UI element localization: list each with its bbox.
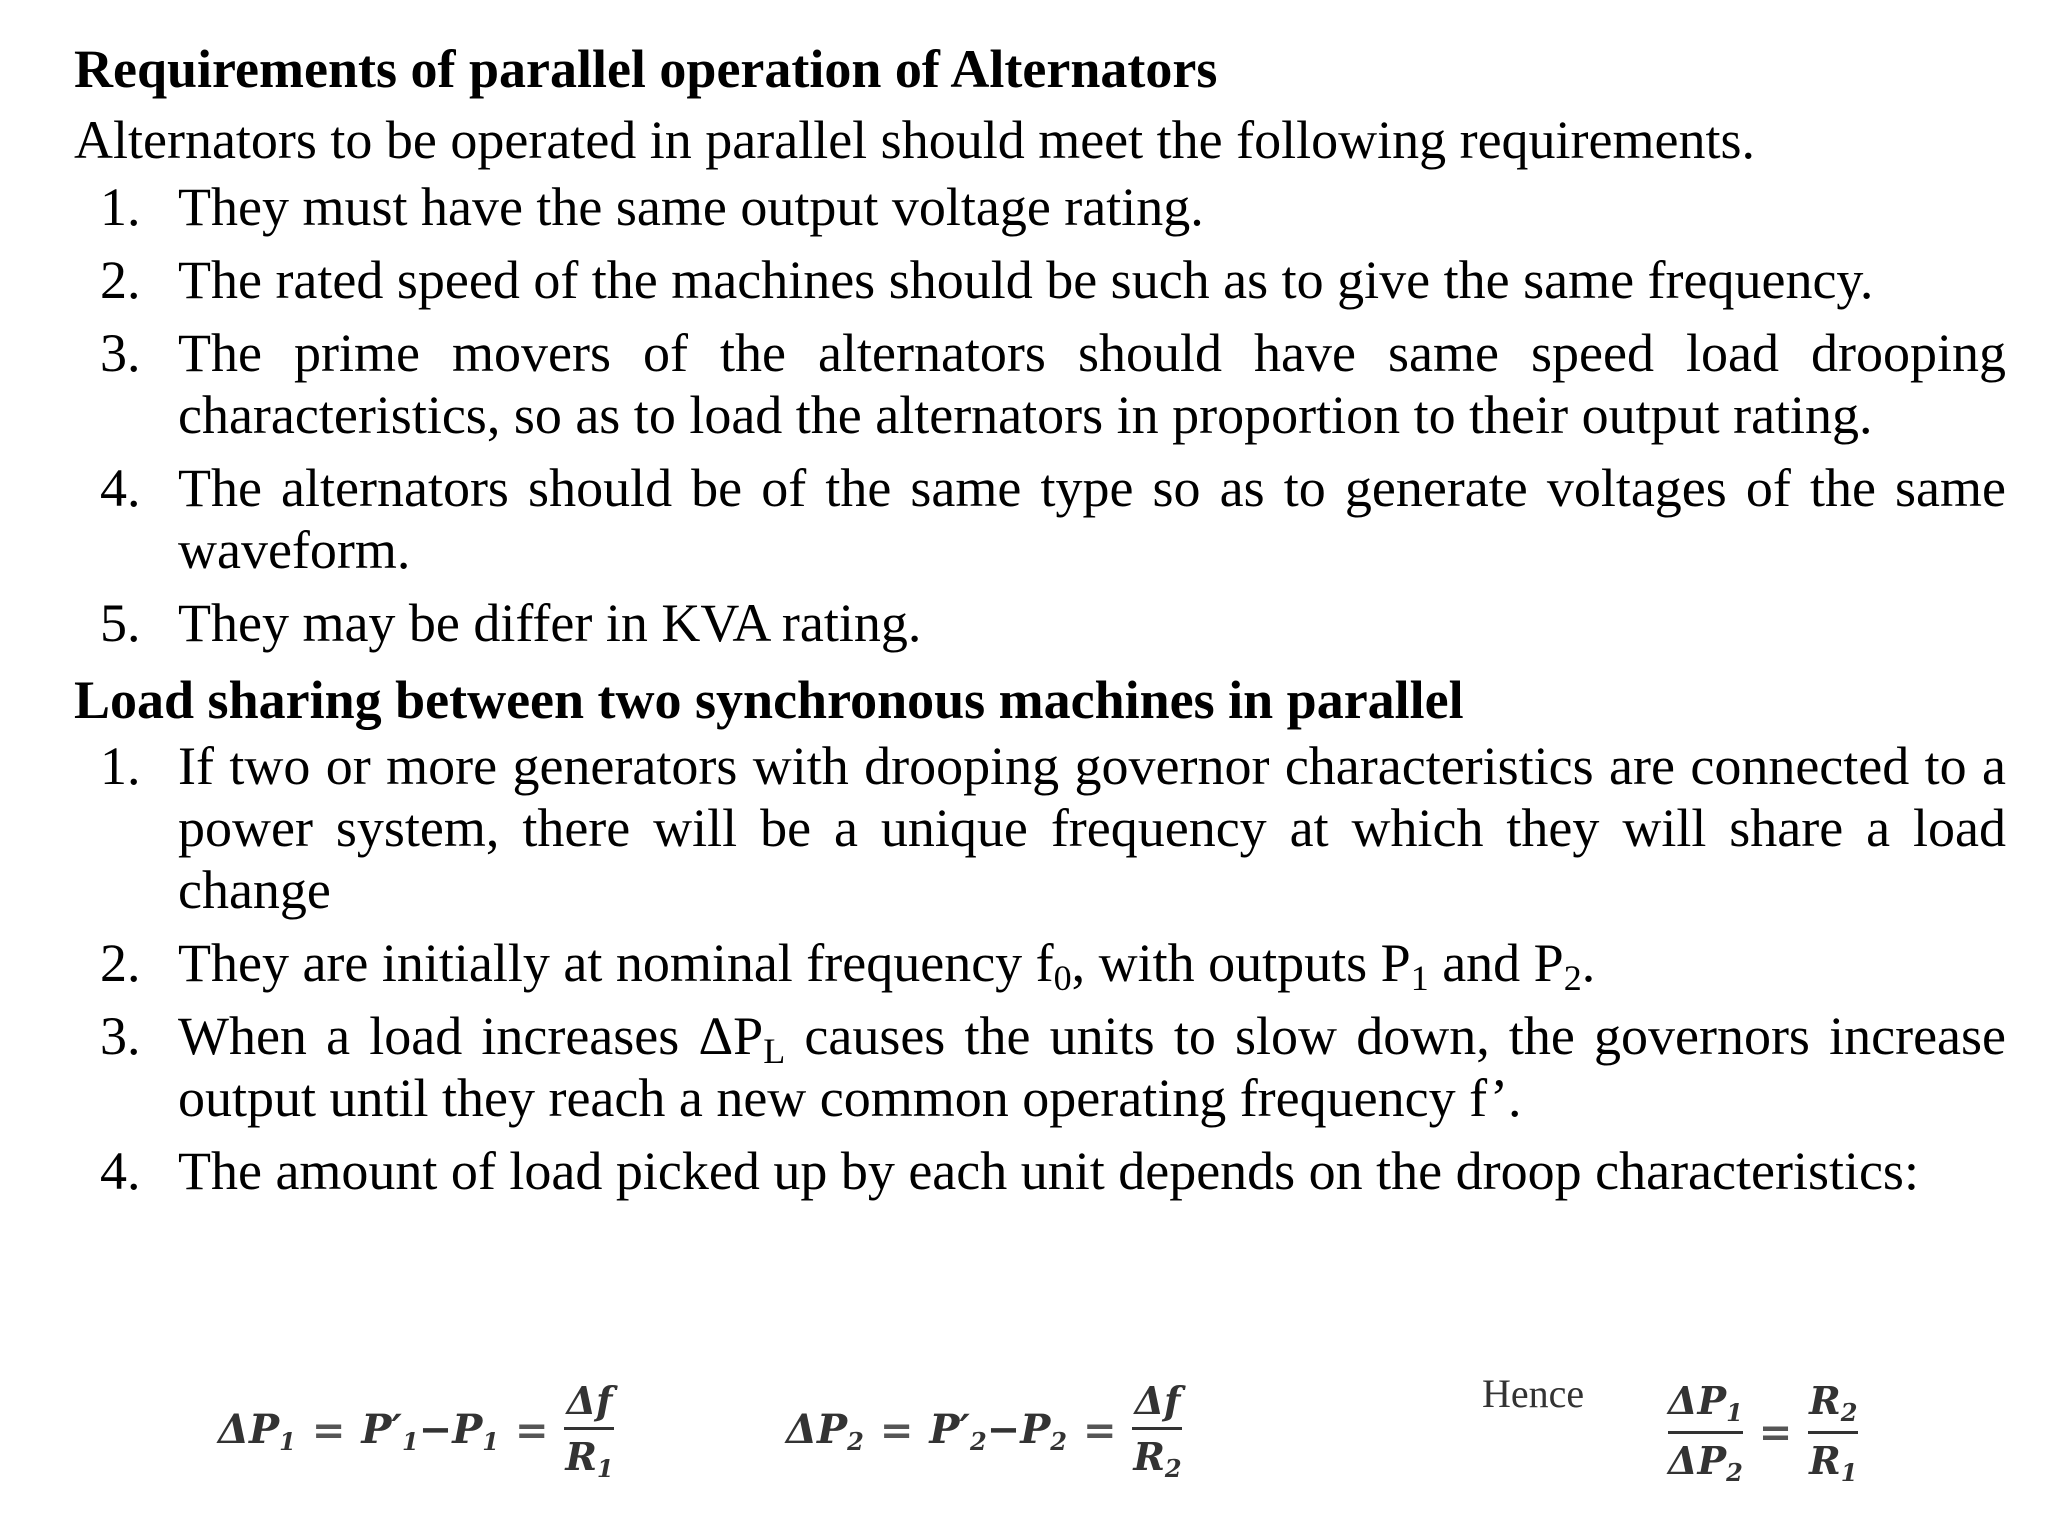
equals-sign: = bbox=[1082, 1407, 1117, 1455]
list-text-part: causes the units to slow down, the governors increase output until they reach a new common operating frequency f’. bbox=[178, 1006, 2006, 1128]
list-text: The rated speed of the machines should be such as to give the same frequency. bbox=[178, 250, 1874, 310]
formula-ratio bbox=[1668, 1378, 1858, 1487]
list-number: 4. bbox=[100, 1141, 141, 1201]
list-number: 3. bbox=[100, 1006, 141, 1066]
list-number: 2. bbox=[100, 933, 141, 993]
formula-term: ΔP2 bbox=[786, 1405, 864, 1456]
load-sharing-list bbox=[74, 735, 2006, 1202]
list-item bbox=[74, 457, 2006, 581]
formula-term: ΔP1 bbox=[218, 1405, 296, 1456]
list-text-part: They are initially at nominal frequency f bbox=[178, 933, 1054, 993]
equals-sign: = bbox=[879, 1407, 914, 1455]
list-text-part: When a load increases ΔP bbox=[178, 1006, 764, 1066]
fraction: $\frac{\Delta f}{R1}$ bbox=[565, 1378, 614, 1484]
section-heading-load-sharing: Load sharing between two synchronous machines in parallel bbox=[74, 670, 1464, 730]
formula-term: P′2−P2 bbox=[929, 1405, 1067, 1456]
hence-label: Hence bbox=[1482, 1371, 1585, 1416]
list-item bbox=[74, 1005, 2006, 1129]
requirements-list bbox=[74, 176, 2006, 654]
list-number: 5. bbox=[100, 593, 141, 653]
list-item bbox=[74, 176, 2006, 238]
list-number: 1. bbox=[100, 736, 141, 796]
list-text-part: , with outputs P bbox=[1071, 933, 1411, 993]
subscript: L bbox=[763, 1031, 786, 1071]
list-text-part: and P bbox=[1428, 933, 1564, 993]
subscript: 0 bbox=[1053, 958, 1072, 998]
list-text: They may be differ in KVA rating. bbox=[178, 593, 922, 653]
list-number: 4. bbox=[100, 458, 141, 518]
fraction: $\frac{\Delta P1}{\Delta P2}$ bbox=[1668, 1378, 1743, 1488]
list-item bbox=[74, 735, 2006, 921]
list-text: The amount of load picked up by each unit depends on the droop characteristics: bbox=[178, 1141, 1919, 1201]
section-heading-requirements: Requirements of parallel operation of Alternators bbox=[74, 39, 1218, 99]
list-text: If two or more generators with drooping governor characteristics are connected to a power system, there will be a unique frequency at which they will share a load change bbox=[178, 736, 2006, 920]
equals-sign: = bbox=[1758, 1409, 1793, 1457]
list-item bbox=[74, 322, 2006, 446]
list-number: 2. bbox=[100, 250, 141, 310]
equals-sign: = bbox=[311, 1407, 346, 1455]
list-item bbox=[74, 1140, 2006, 1202]
subscript: 1 bbox=[1410, 958, 1429, 998]
subscript: 2 bbox=[1563, 958, 1582, 998]
list-item bbox=[74, 932, 2006, 998]
list-number: 3. bbox=[100, 323, 141, 383]
list-number: 1. bbox=[100, 177, 141, 237]
formula-delta-p2 bbox=[786, 1378, 1182, 1483]
list-text: The prime movers of the alternators should have same speed load drooping characteristics, so as to load the alternators in proportion to their output rating. bbox=[178, 323, 2006, 445]
formula-row bbox=[0, 1370, 2048, 1520]
list-text: They must have the same output voltage rating. bbox=[178, 177, 1204, 237]
list-text-part: . bbox=[1581, 933, 1596, 993]
intro-paragraph: Alternators to be operated in parallel should meet the following requirements. bbox=[74, 110, 1755, 170]
fraction: $\frac{R2}{R1}$ bbox=[1809, 1378, 1858, 1488]
formula-delta-p1 bbox=[218, 1378, 614, 1483]
fraction: $\frac{\Delta f}{R2}$ bbox=[1133, 1378, 1182, 1484]
list-text: The alternators should be of the same type so as to generate voltages of the same waveform. bbox=[178, 458, 2006, 580]
document-page bbox=[74, 34, 2006, 1213]
equals-sign: = bbox=[514, 1407, 549, 1455]
list-item bbox=[74, 592, 2006, 654]
formula-term: P′1−P1 bbox=[361, 1405, 499, 1456]
list-item bbox=[74, 249, 2006, 311]
